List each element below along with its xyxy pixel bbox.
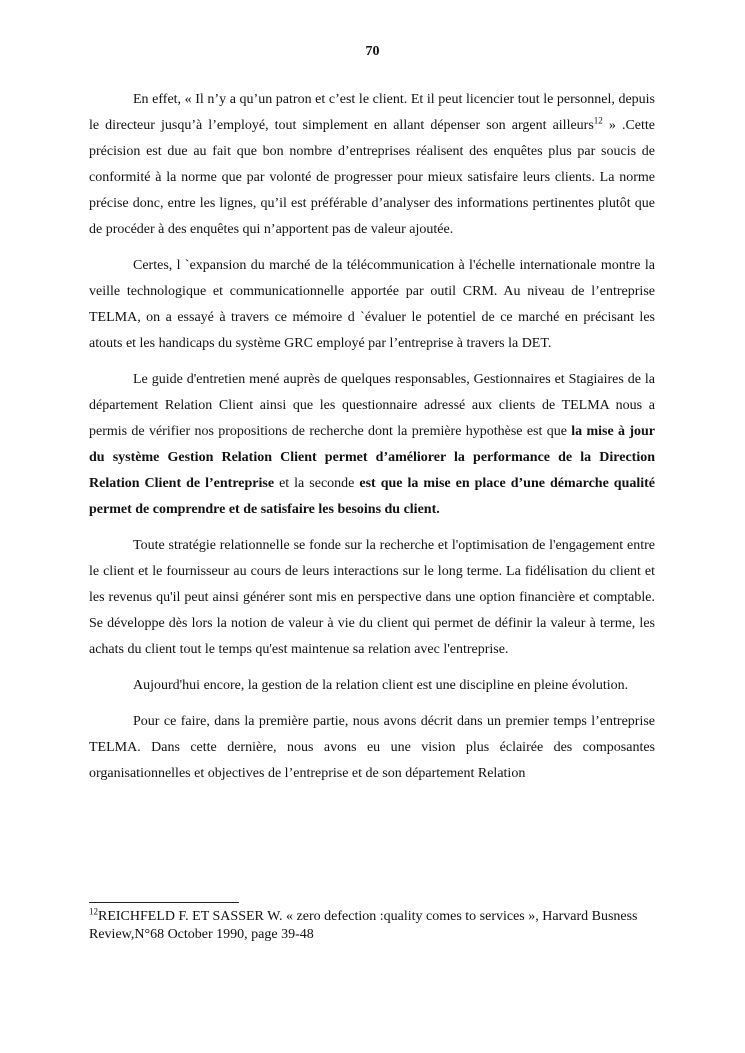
paragraph-4: Toute stratégie relationnelle se fonde sur la recherche et l'optimisation de l'engagement entre le client et le fournisseur au cours de leurs interactions sur le long terme. La fidélisation du client et les revenus qu'il peut ainsi générer sont mis en perspective dans une option financière et comptable. Se développe dès lors la notion de valeur à vie du client qui permet de définir la valeur à terme, les achats du client tout le temps qu'est maintenue sa relation avec l'entreprise. <box>89 538 655 657</box>
paragraph-1 <box>89 87 655 243</box>
hypothesis-one: la mise à jour du système Gestion Relation Client permet d’améliorer la performance de la Direction Relation Client de l’entreprise <box>89 424 655 491</box>
paragraph-5: Aujourd'hui encore, la gestion de la relation client est une discipline en pleine évolution. <box>133 678 629 693</box>
paragraph-3 <box>89 367 655 523</box>
hypothesis-two: que la mise en place d’une démarche qualité permet de comprendre et de satisfaire les besoins du client. <box>89 476 656 517</box>
paragraph-6: Pour ce faire, dans la première partie, nous avons décrit dans un premier temps l’entreprise TELMA. Dans cette dernière, nous avons eu une vision plus éclairée des composantes organisationnelles et objectives de l’entreprise et de son département Relation <box>89 714 655 781</box>
paragraph-3-text-a: Le guide d'entretien mené auprès de quelques responsables, Gestionnaires et Stagiaires de la département Relation Client ainsi que les questionnaire adressé aux clients de TELMA nous a permis de vérifier nos propositions de recherche dont la première hypothèse est que <box>89 372 655 439</box>
footnote-number: 12 <box>89 906 98 917</box>
footnote-reference[interactable]: 12 <box>593 115 603 126</box>
paragraph-2: Certes, l `expansion du marché de la télécommunication à l'échelle internationale montre la veille technologique et communicationnelle apportée par outil CRM. Au niveau de l’entreprise TELMA, on a essayé à travers ce mémoire d `évaluer le potentiel de ce marché en précisant les atouts et les handicaps du système GRC employé par l’entreprise à travers la DET. <box>89 258 655 351</box>
footnote <box>89 908 655 944</box>
paragraph-1-text-b: » .Cette précision est due au fait que bon nombre d’entreprises réalisent des enquêtes plus par soucis de conformité à la norme que par volonté de progresser pour mieux satisfaire leurs clients. La norme précise donc, entre les lignes, qu’il est préférable d’analyser des informations pertinentes plutôt que de procéder à des enquêtes qui n’apportent pas de valeur ajoutée. <box>89 118 656 237</box>
page-number: 70 <box>365 44 380 59</box>
paragraph-3-text-b: et la seconde <box>274 476 360 491</box>
footnote-text: REICHFELD F. ET SASSER W. « zero defection :quality comes to services », Harvard Busness Review,N°68 October 1990, page 39-48 <box>89 909 638 942</box>
paragraph-3-bold-est: est <box>359 476 376 491</box>
body-text <box>89 87 655 797</box>
paragraph-1-text-a: En effet, « Il n’y a qu’un patron et c’est le client. Et il peut licencier tout le personnel, depuis le directeur jusqu’à l’employé, tout simplement en allant dépenser son argent ailleurs <box>89 92 655 133</box>
footnote-divider <box>89 902 239 903</box>
